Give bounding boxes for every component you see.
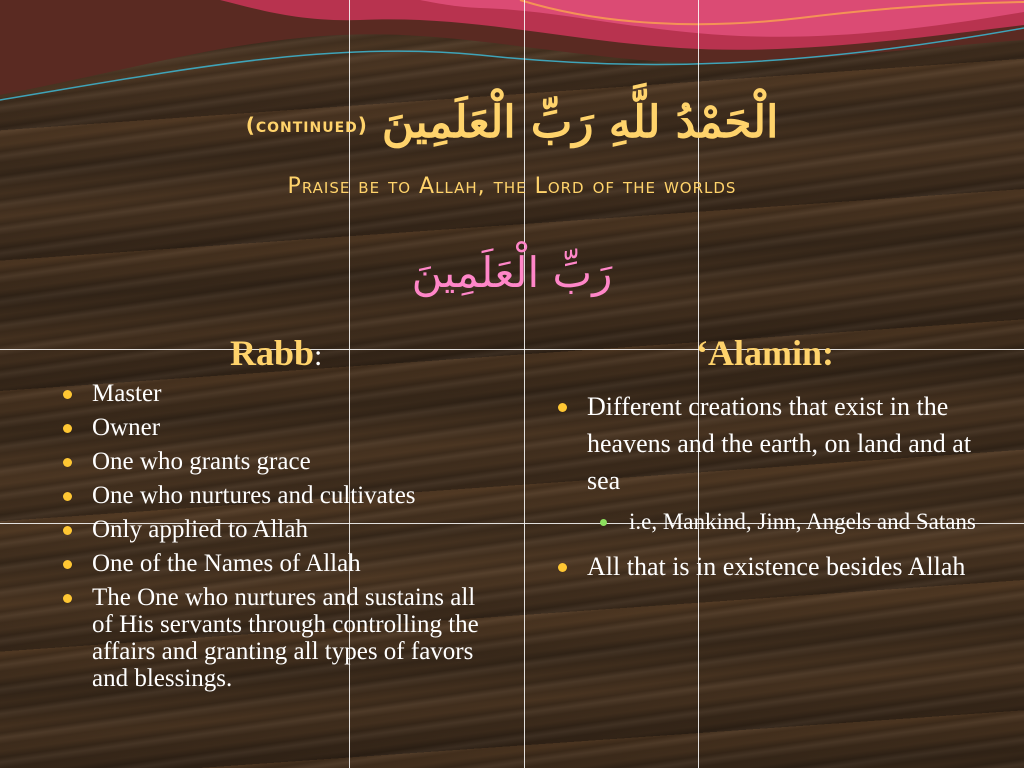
list-item: One who nurtures and cultivates (60, 482, 500, 510)
list-item: All that is in existence besides Allah (555, 548, 995, 585)
sub-list-item: i.e, Mankind, Jinn, Angels and Satans (597, 505, 995, 538)
rabb-heading-text: Rabb (230, 333, 315, 373)
list-item: One who grants grace (60, 448, 500, 476)
rabb-heading (230, 332, 322, 374)
subtitle: Praise be to Allah, the Lord of the worlds (287, 174, 737, 199)
title-row (0, 82, 1024, 162)
grid-line-horizontal-1 (0, 349, 1024, 350)
title-arabic: الْحَمْدُ للَّهِ رَبِّ الْعَلَمِينَ (381, 96, 779, 148)
list-item: Only applied to Allah (60, 516, 500, 544)
list-item: One of the Names of Allah (60, 550, 500, 578)
list-item: Master (60, 380, 500, 408)
subheading-arabic: رَبِّ الْعَلَمِينَ (411, 248, 613, 297)
rabb-heading-colon: : (314, 339, 323, 372)
list-item: The One who nurtures and sustains all of His servants through controlling the affairs and granting all types of favors and blessings. (60, 584, 500, 692)
alamin-bullet-list (555, 388, 995, 591)
title-continued: (continued) (245, 113, 368, 137)
list-item: Different creations that exist in the heavens and the earth, on land and at sea (555, 388, 995, 499)
alamin-heading: ‘Alamin: (696, 333, 834, 373)
list-item: Owner (60, 414, 500, 442)
rabb-bullet-list (60, 380, 500, 698)
